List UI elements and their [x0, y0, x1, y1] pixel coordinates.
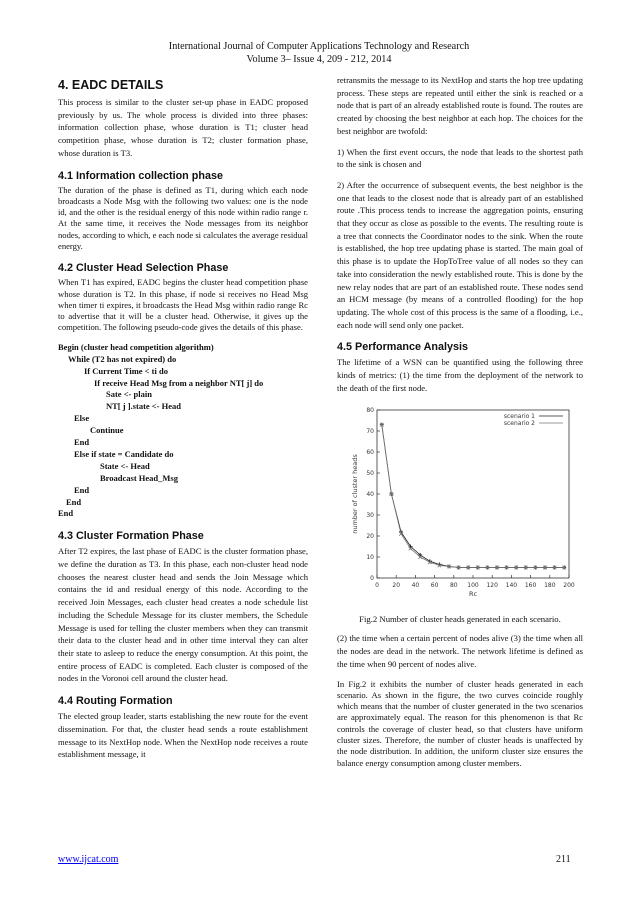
y-tick-label: 60 [366, 449, 374, 457]
section-4-text: This process is similar to the cluster set-up phase in EADC proposed previously by us. The whole process is divided into three phases: information collection phase, whose duration is T1; cluster head competition phase, whose duration is T2; cluster formation phase, whose duration is T3. [58, 97, 308, 158]
right-column [337, 74, 583, 777]
x-tick-label: 80 [449, 582, 458, 590]
section-4-3-text: After T2 expires, the last phase of EADC is the cluster formation phase, we define the duration as T3. In this phase, each non-cluster head node chooses the nearest cluster head and sends the Join Message which contains the id and residual energy of this node. According to the received Join Messages, each cluster head creates a node schedule list including the Schedule Message for its cluster members, the Schedule Message is used for telling the cluster members when they can transmit their data to the cluster head and in other time interval they can alter their state to asleep to reduce the energy consumption. At this point, the entire process of EADC is completed. Each cluster is composed of the nodes in the Voronoi cell around the cluster head. [58, 546, 308, 684]
section-4-5-heading: 4.5 Performance Analysis [337, 341, 469, 354]
code-line: End [74, 484, 90, 495]
journal-website-link[interactable]: www.ijcat.com [58, 854, 119, 865]
x-tick-label: 100 [467, 582, 479, 590]
y-tick-label: 30 [366, 512, 374, 520]
section-4-5-text: The lifetime of a WSN can be quantified using the following three kinds of metrics: (1) the time from the deployment of the network to the death of the first node. [337, 357, 583, 393]
code-line: Begin (cluster head competition algorithm) [58, 341, 214, 352]
section-4-2-text: When T1 has expired, EADC begins the cluster head competition phase whose duration is T2. In this phase, if node si receives no Head Msg when timer ti expires, it broadcasts the Head Msg within radio range Rc to advertise that it will be a cluster head. Otherwise, it gives up the competition. The following pseudo-code gives the details of this phase. [58, 277, 308, 333]
section-4-1-text: The duration of the phase is defined as T1, during which each node broadcasts a Node Msg with the following two values: one is the node id, and the other is the residual energy of this node within radio range r. At the same time, it receives the Node messages from its neighbor nodes, according to which, e each node si calculates the average residual energy. [58, 184, 308, 251]
best-neighbor-choice-1: 1) When the first event occurs, the node that leads to the shortest path to the sink is chosen and [337, 146, 583, 170]
code-line: If receive Head Msg from a neighbor NT[ j] do [94, 377, 264, 388]
running-header [0, 40, 638, 66]
journal-title: International Journal of Computer Applications Technology and Research [168, 41, 470, 52]
y-tick-label: 80 [366, 407, 374, 415]
code-line: Broadcast Head_Msg [100, 472, 178, 483]
y-tick-label: 70 [366, 428, 374, 436]
x-tick-label: 120 [486, 582, 498, 590]
x-tick-label: 160 [524, 582, 537, 590]
code-line: End [66, 496, 82, 507]
x-tick-label: 60 [430, 582, 439, 590]
pseudo-code-block [58, 342, 308, 521]
code-line: Continue [90, 425, 124, 436]
section-4-2-heading: 4.2 Cluster Head Selection Phase [58, 262, 229, 275]
x-axis-label: Rc [468, 590, 478, 599]
x-tick-label: 140 [505, 582, 518, 590]
issue-line: Volume 3– Issue 4, 209 - 212, 2014 [246, 54, 392, 65]
y-tick-label: 10 [366, 554, 374, 562]
section-4-3-heading: 4.3 Cluster Formation Phase [58, 530, 204, 543]
figure-2-chart [337, 402, 583, 610]
figure-2-discussion: In Fig.2 it exhibits the number of cluster heads generated in each scenario. As shown in the figure, the two curves coincide roughly which means that the number of cluster generated in the two scenarios are approximately equal. The reason for this phenomenon is that Rc controls the coverage of cluster head, so that clusters have uniform cluster sizes. Therefore, the number of cluster heads is unaffected by the node distribution. In addition, the uniform cluster size ensures the balance energy consumption among cluster members. [337, 678, 583, 768]
lifetime-metrics-text: (2) the time when a certain percent of nodes alive (3) the time when all the nodes are dead in the network. The network lifetime is defined as the time when 90 percent of nodes alive. [337, 633, 583, 669]
figure-2-caption: Fig.2 Number of cluster heads generated in each scenario. [359, 614, 561, 625]
code-line: NT[ j ].state <- Head [106, 401, 181, 412]
code-line: Else if state = Candidate do [74, 448, 174, 459]
code-line: End [58, 508, 74, 519]
y-tick-label: 0 [370, 575, 374, 583]
left-column [58, 74, 308, 769]
y-tick-label: 40 [366, 491, 374, 499]
legend-label: scenario 2 [503, 420, 535, 428]
y-axis-label: number of cluster heads [351, 454, 359, 535]
code-line: End [74, 437, 90, 448]
series-line-2 [382, 425, 564, 568]
legend-label: scenario 1 [503, 413, 535, 421]
x-tick-label: 40 [411, 582, 420, 590]
chart-svg [337, 402, 583, 610]
section-4-4-heading: 4.4 Routing Formation [58, 695, 173, 708]
code-line: Else [74, 413, 90, 424]
page-number: 211 [556, 854, 571, 865]
x-tick-label: 20 [392, 582, 401, 590]
x-tick-label: 200 [563, 582, 575, 590]
plot-frame [377, 410, 569, 578]
code-line: Sate <- plain [106, 389, 152, 400]
routing-continued-text: retransmits the message to its NextHop and starts the hop tree updating process. These steps are repeated until either the sink is reached or a node that is part of an already established route is found. The routes are created by choosing the best neighbor at each hop. The choices for the best neighbor are twofold: [337, 75, 583, 136]
section-4-4-text: The elected group leader, starts establishing the new route for the event dissemination. For that, the cluster head sends a route establishment message to its NextHop node. When the NextHop node receives a route establishment message, it [58, 711, 308, 760]
y-tick-label: 20 [366, 533, 374, 541]
x-tick-label: 180 [544, 582, 556, 590]
section-4-heading: 4. EADC DETAILS [58, 78, 164, 92]
code-line: While (T2 has not expired) do [68, 353, 177, 364]
x-tick-label: 0 [375, 582, 379, 590]
code-line: State <- Head [100, 460, 150, 471]
best-neighbor-choice-2: 2) After the occurrence of subsequent events, the best neighbor is the one that leads to the closest node that is already part of an established route .This process tends to increase the aggregation points, ensuring that they occur as close as possible to the events. The resulting route is a tree that connects the Coordinator nodes to the sink. When the route is established, the hop tree updating phase is started. The main goal of this phase is to update the HopToTree value of all nodes so they can take into consideration the newly established route. This is done by the new relay nodes that are part of an established route. These nodes send an HCM message (by means of a controlled flooding) for the hop updating. The whole cost of this process is the same of a flooding, i.e., each node will send only one packet. [337, 179, 583, 330]
y-tick-label: 50 [366, 470, 374, 478]
code-line: If Current Time < ti do [84, 365, 168, 376]
section-4-1-heading: 4.1 Information collection phase [58, 169, 223, 182]
